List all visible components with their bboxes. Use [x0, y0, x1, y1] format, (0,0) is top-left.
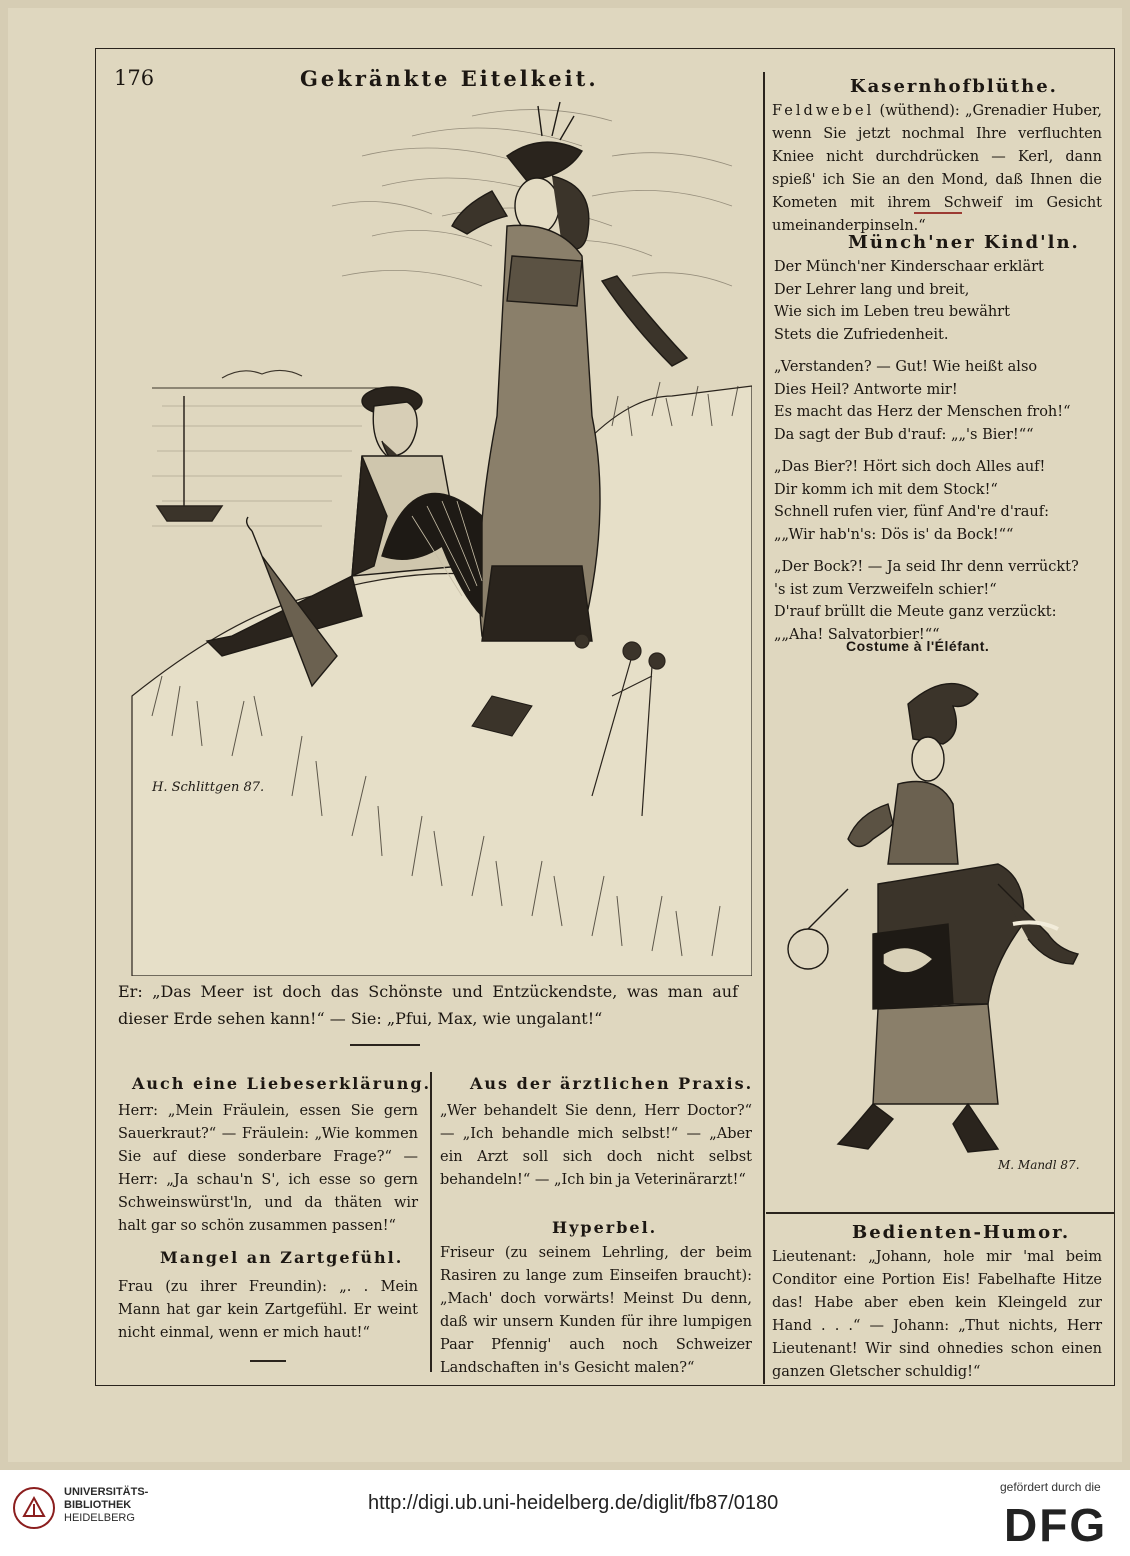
page-title: Gekränkte Eitelkeit. [300, 66, 599, 91]
poem-stanza-2 [774, 356, 1104, 446]
woman-face [912, 737, 944, 781]
elephant-hat [908, 684, 978, 744]
kasernhof-text [772, 100, 1102, 238]
university-seal-icon [12, 1486, 56, 1530]
column-divider-bottom [430, 1072, 432, 1372]
illustration-caption: Er: „Das Meer ist doch das Schönste und Entzückendste, was man auf dieser Erde sehen kann!“ — Sie: „Pfui, Max, wie ungalant!“ [118, 982, 738, 1028]
poem-line: Der Lehrer lang und breit, [774, 281, 970, 298]
poem-line: 's ist zum Verzweifeln schier!“ [774, 581, 997, 598]
zartgefuehl-text: Frau (zu ihrer Freundin): „. . Mein Mann hat gar kein Zartgefühl. Er weint nicht einmal, wenn er mich haut!“ [118, 1279, 418, 1341]
poem-line: Es macht das Herz der Menschen froh!“ [774, 404, 1071, 420]
footer-bar [0, 1470, 1130, 1556]
library-line-1: UNIVERSITÄTS- [64, 1486, 149, 1498]
library-line-2: BIBLIOTHEK [64, 1499, 132, 1511]
kasernhof-rule [914, 212, 962, 214]
poem-stanza-3 [774, 456, 1104, 546]
foot-left [838, 1104, 893, 1149]
zartgefuehl-title: Mangel an Zartgefühl. [160, 1248, 404, 1267]
bedienten-text: Lieutenant: „Johann, hole mir 'mal beim Conditor eine Portion Eis! Fabelhafte Hitze das! Habe aber eben kein Kleingeld zur Hand . . .“ — Johann: „Thut nichts, Herr Lieutenant! Wir sind ohnedies schon einen ganzen Gletscher schuldig!“ [772, 1249, 1102, 1380]
handbag [788, 929, 828, 969]
liebes-title: Auch eine Liebeserklärung. [132, 1074, 432, 1093]
sleeve-elephant [848, 804, 893, 847]
poem-line: Wie sich im Leben treu bewährt [774, 304, 1010, 320]
poem-stanza-4 [774, 556, 1104, 646]
sailboat [157, 396, 222, 521]
poem-line: D'rauf brüllt die Meute ganz verzückt: [774, 604, 1057, 620]
skirt-lower [873, 1004, 998, 1104]
caption-rule [350, 1044, 420, 1046]
dfg-logo: DFG [1004, 1499, 1108, 1551]
zartgefuehl-rule [250, 1360, 286, 1362]
costume-signature: M. Mandl 87. [998, 1158, 1080, 1172]
poem-line: Da sagt der Bub d'rauf: „„'s Bier!““ [774, 426, 1034, 443]
hyperbel-title: Hyperbel. [552, 1218, 658, 1237]
kasernhof-speaker: Feldwebel [772, 103, 875, 119]
bedienten-title: Bedienten-Humor. [852, 1222, 1071, 1243]
poem-line: Schnell rufen vier, fünf And're d'rauf: [774, 504, 1049, 520]
poem-line: „Das Bier?! Hört sich doch Alles auf! [774, 459, 1046, 475]
muenchner-poem [774, 256, 1104, 656]
main-illustration [112, 96, 752, 976]
poem-line: Dies Heil? Antworte mir! [774, 381, 958, 398]
poem-stanza-1 [774, 256, 1104, 346]
poem-line: Stets die Zufriedenheit. [774, 326, 949, 343]
poem-line: „Der Bock?! — Ja seid Ihr denn verrückt? [774, 559, 1079, 575]
poem-line: „„Aha! Salvatorbier!““ [774, 626, 940, 643]
kasernhof-body: (wüthend): „Grenadier Huber, wenn Sie jetzt nochmal Ihre verfluchten Kniee nicht durchdrücken — Kerl, dann spieß' ich Sie an den Mond, daß Ihnen die Kometen mit ihrem Schweif im Gesicht umeinanderpinseln.“ [772, 103, 1102, 234]
poem-line: Dir komm ich mit dem Stock!“ [774, 481, 998, 498]
right-divider [766, 1212, 1114, 1214]
praxis-text: „Wer behandelt Sie denn, Herr Doctor?“ — „Ich behandle mich selbst!“ — „Aber ein Arzt soll sich doch nicht selbst behandeln!“ — „Ich bin ja Veterinärarzt!“ [440, 1103, 752, 1188]
poem-line: Der Münch'ner Kinderschaar erklärt [774, 259, 1044, 275]
page-number: 176 [114, 66, 155, 90]
ship-smoke [222, 370, 302, 378]
muenchner-title: Münch'ner Kind'ln. [848, 232, 1080, 253]
poem-line: „„Wir hab'n's: Dös is' da Bock!““ [774, 526, 1014, 543]
illustration-signature: H. Schlittgen 87. [152, 780, 265, 795]
liebes-text: Herr: „Mein Fräulein, essen Sie gern Sauerkraut?“ — Fräulein: „Wie kommen Sie auf diese sonderbare Frage?“ — Herr: „Ja schau'n S', ich esse so gern Schweinswürst'ln, und da thäten wir halt gar so schön zusammen passen!“ [118, 1103, 418, 1234]
library-line-3: HEIDELBERG [64, 1512, 135, 1524]
foot-right [953, 1104, 998, 1152]
column-divider-right [763, 72, 765, 1384]
funding-note: gefördert durch die [1000, 1480, 1101, 1494]
digital-copy-link[interactable]: http://digi.ub.uni-heidelberg.de/diglit/fb87/0180 [368, 1492, 779, 1514]
library-name [64, 1486, 148, 1525]
poem-line: „Verstanden? — Gut! Wie heißt also [774, 359, 1038, 375]
costume-title: Costume à l'Éléfant. [846, 638, 990, 654]
kasernhof-title: Kasernhofblüthe. [850, 76, 1058, 97]
hyperbel-text: Friseur (zu seinem Lehrling, der beim Rasiren zu lange zum Einseifen braucht): „Mach' doch vorwärts! Meinst Du denn, daß wir unsern Kunden für ihre lumpigen Paar Pfennig' auch noch Schweizer Landschaften in's Gesicht malen?“ [440, 1245, 752, 1376]
bodice [888, 782, 958, 865]
elephant-costume-illustration [778, 664, 1098, 1204]
praxis-title: Aus der ärztlichen Praxis. [470, 1074, 754, 1093]
